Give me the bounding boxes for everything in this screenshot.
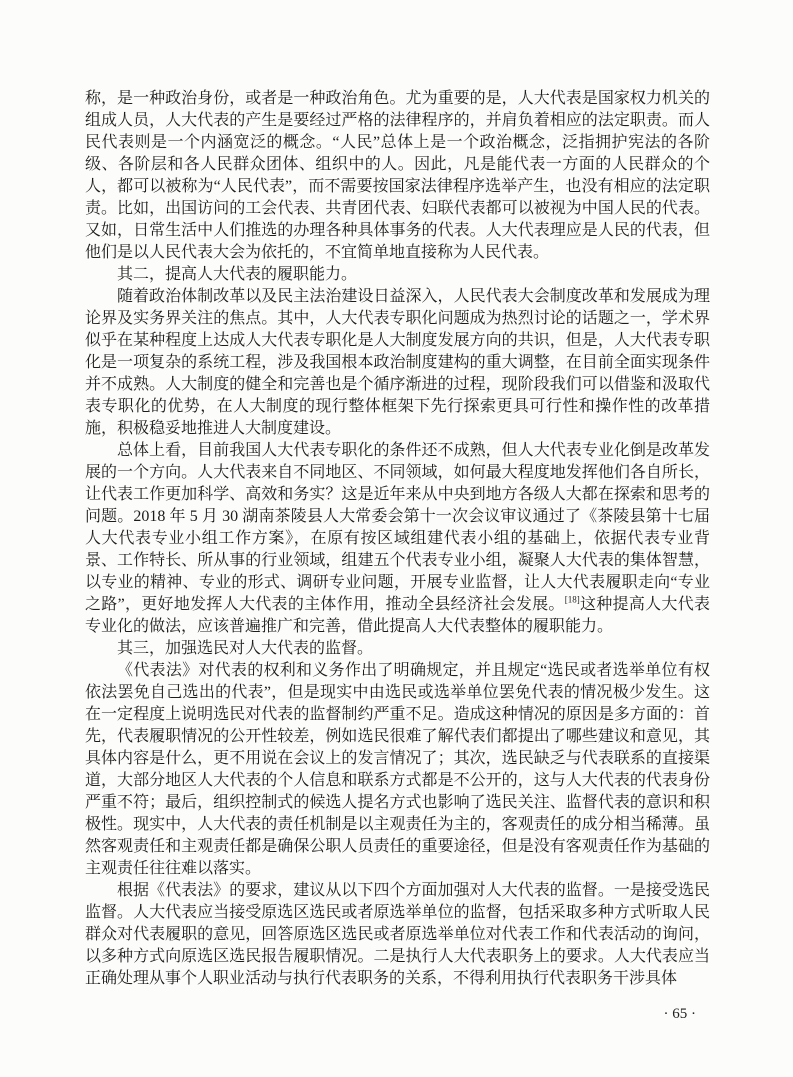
paragraph xyxy=(85,440,710,638)
body-text xyxy=(85,88,710,990)
paragraph xyxy=(85,264,710,286)
paragraph xyxy=(85,638,710,660)
paragraph-text: 这种提高人大代表专业化的做法，应该普遍推广和完善，借此提高人大代表整体的履职能力。 xyxy=(85,596,710,635)
paragraph-text: 其二，提高人大代表的履职能力。 xyxy=(117,266,358,283)
page-number: · 65 · xyxy=(663,1006,696,1022)
paragraph-text: 《代表法》对代表的权利和义务作出了明确规定，并且规定“选民或者选举单位有权依法罢免自己选出的代表”，但是现实中由选民或选举单位罢免代表的情况极少发生。这在一定程度上说明选民对代表的监督制约严重不足。造成这种情况的原因是多方面的：首先，代表履职情况的公开性较差，例如选民很难了解代表们都提出了哪些建议和意见，其具体内容是什么，更不用说在会议上的发言情况了；其次，选民缺乏与代表联系的直接渠道，大部分地区人大代表的个人信息和联系方式都是不公开的，这与人大代表的代表身份严重不符；最后，组织控制式的候选人提名方式也影响了选民关注、监督代表的意识和积极性。现实中，人大代表的责任机制是以主观责任为主的，客观责任的成分相当稀薄。虽然客观责任和主观责任都是确保公职人员责任的重要途径，但是没有客观责任作为基础的主观责任往往难以落实。 xyxy=(85,662,710,877)
paragraph-text: 其三，加强选民对人大代表的监督。 xyxy=(117,640,374,657)
footnote-ref: [18] xyxy=(564,594,580,605)
paragraph-text: 根据《代表法》的要求，建议从以下四个方面加强对人大代表的监督。一是接受选民监督。人大代表应当接受原选区选民或者原选举单位的监督，包括采取多种方式听取人民群众对代表履职的意见，回答原选区选民或者原选举单位对代表工作和代表活动的询问，以多种方式向原选区选民报告履职情况。二是执行人大代表职务上的要求。人大代表应当正确处理从事个人职业活动与执行代表职务的关系，不得利用执行代表职务干涉具体 xyxy=(85,882,710,987)
paragraph xyxy=(85,286,710,440)
paragraph xyxy=(85,660,710,880)
paragraph-text: 随着政治体制改革以及民主法治建设日益深入，人民代表大会制度改革和发展成为理论界及实务界关注的焦点。其中，人大代表专职化问题成为热烈讨论的话题之一，学术界似乎在某种程度上达成人大代表专职化是人大制度发展方向的共识，但是，人大代表专职化是一项复杂的系统工程，涉及我国根本政治制度建构的重大调整，在目前全面实现条件并不成熟。人大制度的健全和完善也是个循序渐进的过程，现阶段我们可以借鉴和汲取代表专职化的优势，在人大制度的现行整体框架下先行探索更具可行性和操作性的改革措施，积极稳妥地推进人大制度建设。 xyxy=(85,288,710,437)
paragraph-text: 称，是一种政治身份，或者是一种政治角色。尤为重要的是，人大代表是国家权力机关的组成人员，人大代表的产生是要经过严格的法律程序的，并肩负着相应的法定职责。而人民代表则是一个内涵宽泛的概念。“人民”总体上是一个政治概念，泛指拥护宪法的各阶级、各阶层和各人民群众团体、组织中的人。因此，凡是能代表一方面的人民群众的个人，都可以被称为“人民代表”，而不需要按国家法律程序选举产生，也没有相应的法定职责。比如，出国访问的工会代表、共青团代表、妇联代表都可以被视为中国人民的代表。又如，日常生活中人们推选的办理各种具体事务的代表。人大代表理应是人民的代表，但他们是以人民代表大会为依托的，不宜简单地直接称为人民代表。 xyxy=(85,90,710,261)
paragraph xyxy=(85,88,710,264)
paragraph xyxy=(85,880,710,990)
paragraph-text: 总体上看，目前我国人大代表专职化的条件还不成熟，但人大代表专业化倒是改革发展的一个方向。人大代表来自不同地区、不同领域，如何最大程度地发挥他们各自所长，让代表工作更加科学、高效和务实？这是近年来从中央到地方各级人大都在探索和思考的问题。2018 年 5 月 30 湖南茶陵县人大常委会第十一次会议审议通过了《茶陵县第十七届人大代表专业小组工作方案》，在原有按区域组建代表小组的基础上，依据代表专业背景、工作特长、所从事的行业领域，组建五个代表专业小组，凝聚人大代表的集体智慧，以专业的精神、专业的形式、调研专业问题，开展专业监督，让人大代表履职走向“专业之路”，更好地发挥人大代表的主体作用，推动全县经济社会发展。 xyxy=(85,442,710,613)
